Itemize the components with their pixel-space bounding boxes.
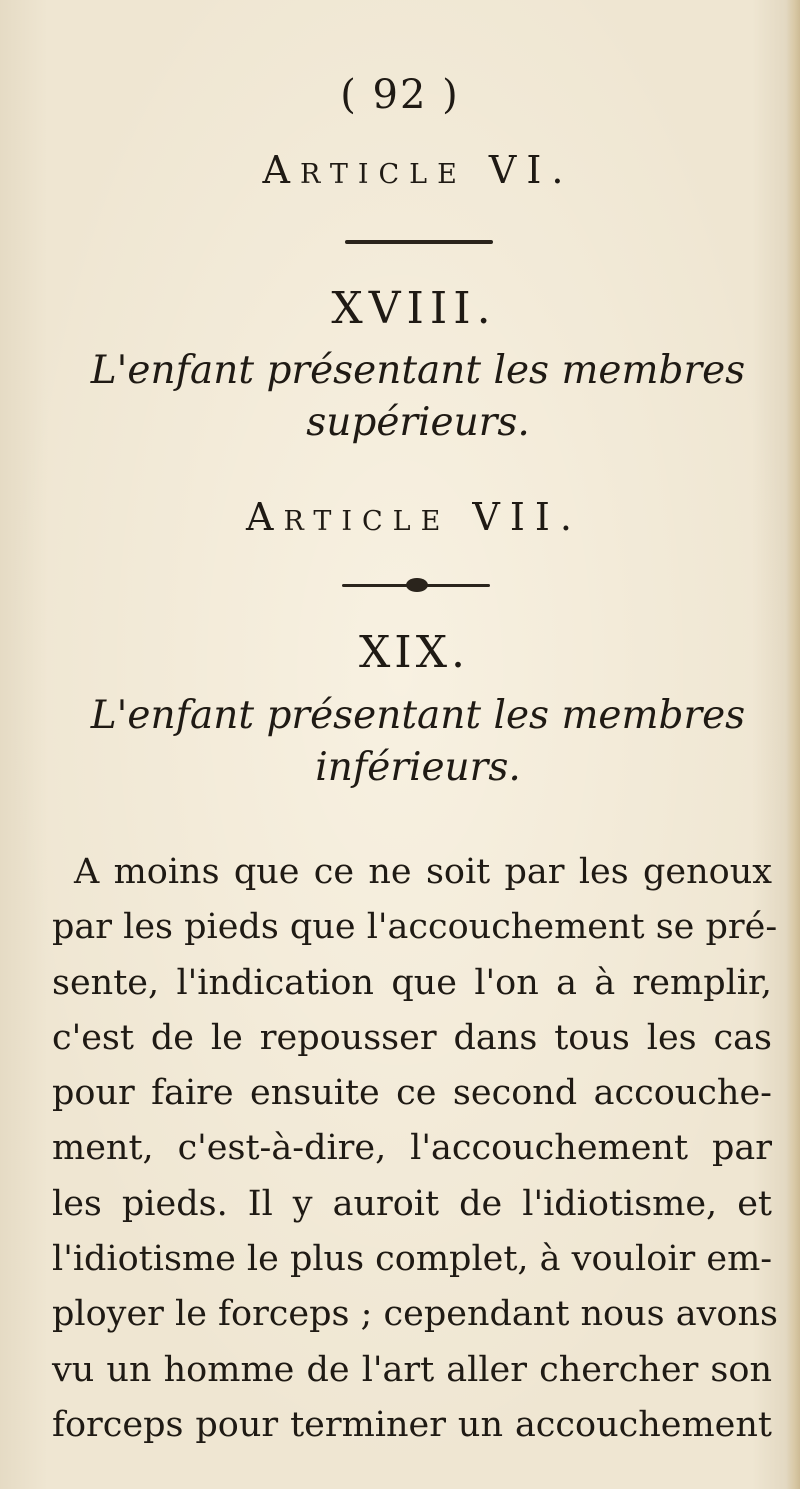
body-line: forceps pour terminer un accouchement (52, 1404, 772, 1445)
body-line: vu un homme de l'art aller chercher son (52, 1349, 772, 1390)
body-line: pour faire ensuite ce second accouche- (52, 1073, 772, 1114)
body-line: ment, c'est-à-dire, l'accouchement par (52, 1128, 772, 1169)
body-paragraph (52, 845, 778, 1453)
divider-ornament-icon (406, 578, 428, 592)
section-numeral-xix: XIX. (358, 627, 469, 678)
section-title-xviii (18, 345, 800, 449)
divider-rule (345, 240, 493, 244)
section-numeral-xviii: XVIII. (331, 283, 497, 334)
body-line: c'est de le repousser dans tous les cas (52, 1017, 772, 1058)
body-line: A moins que ce ne soit par les genoux (74, 852, 772, 892)
section-title-line: inférieurs. (315, 745, 521, 790)
article-heading-vi: Article VI. (262, 148, 574, 192)
section-title-line: L'enfant présentant les membres (90, 348, 746, 393)
body-line: les pieds. Il y auroit de l'idiotisme, et (52, 1183, 772, 1224)
article-heading-vii: Article VII. (246, 495, 582, 539)
page-number: ( 92 ) (340, 72, 460, 118)
body-line: l'idiotisme le plus complet, à vouloir em- (52, 1239, 773, 1280)
section-title-xix (18, 690, 800, 794)
body-line: par les pieds que l'accouchement se pré- (52, 907, 778, 948)
section-title-line: L'enfant présentant les membres (90, 693, 746, 738)
body-line: sente, l'indication que l'on a à remplir, (52, 962, 772, 1003)
body-line: ployer le forceps ; cependant nous avons (52, 1294, 778, 1335)
section-title-line: supérieurs. (306, 400, 530, 445)
